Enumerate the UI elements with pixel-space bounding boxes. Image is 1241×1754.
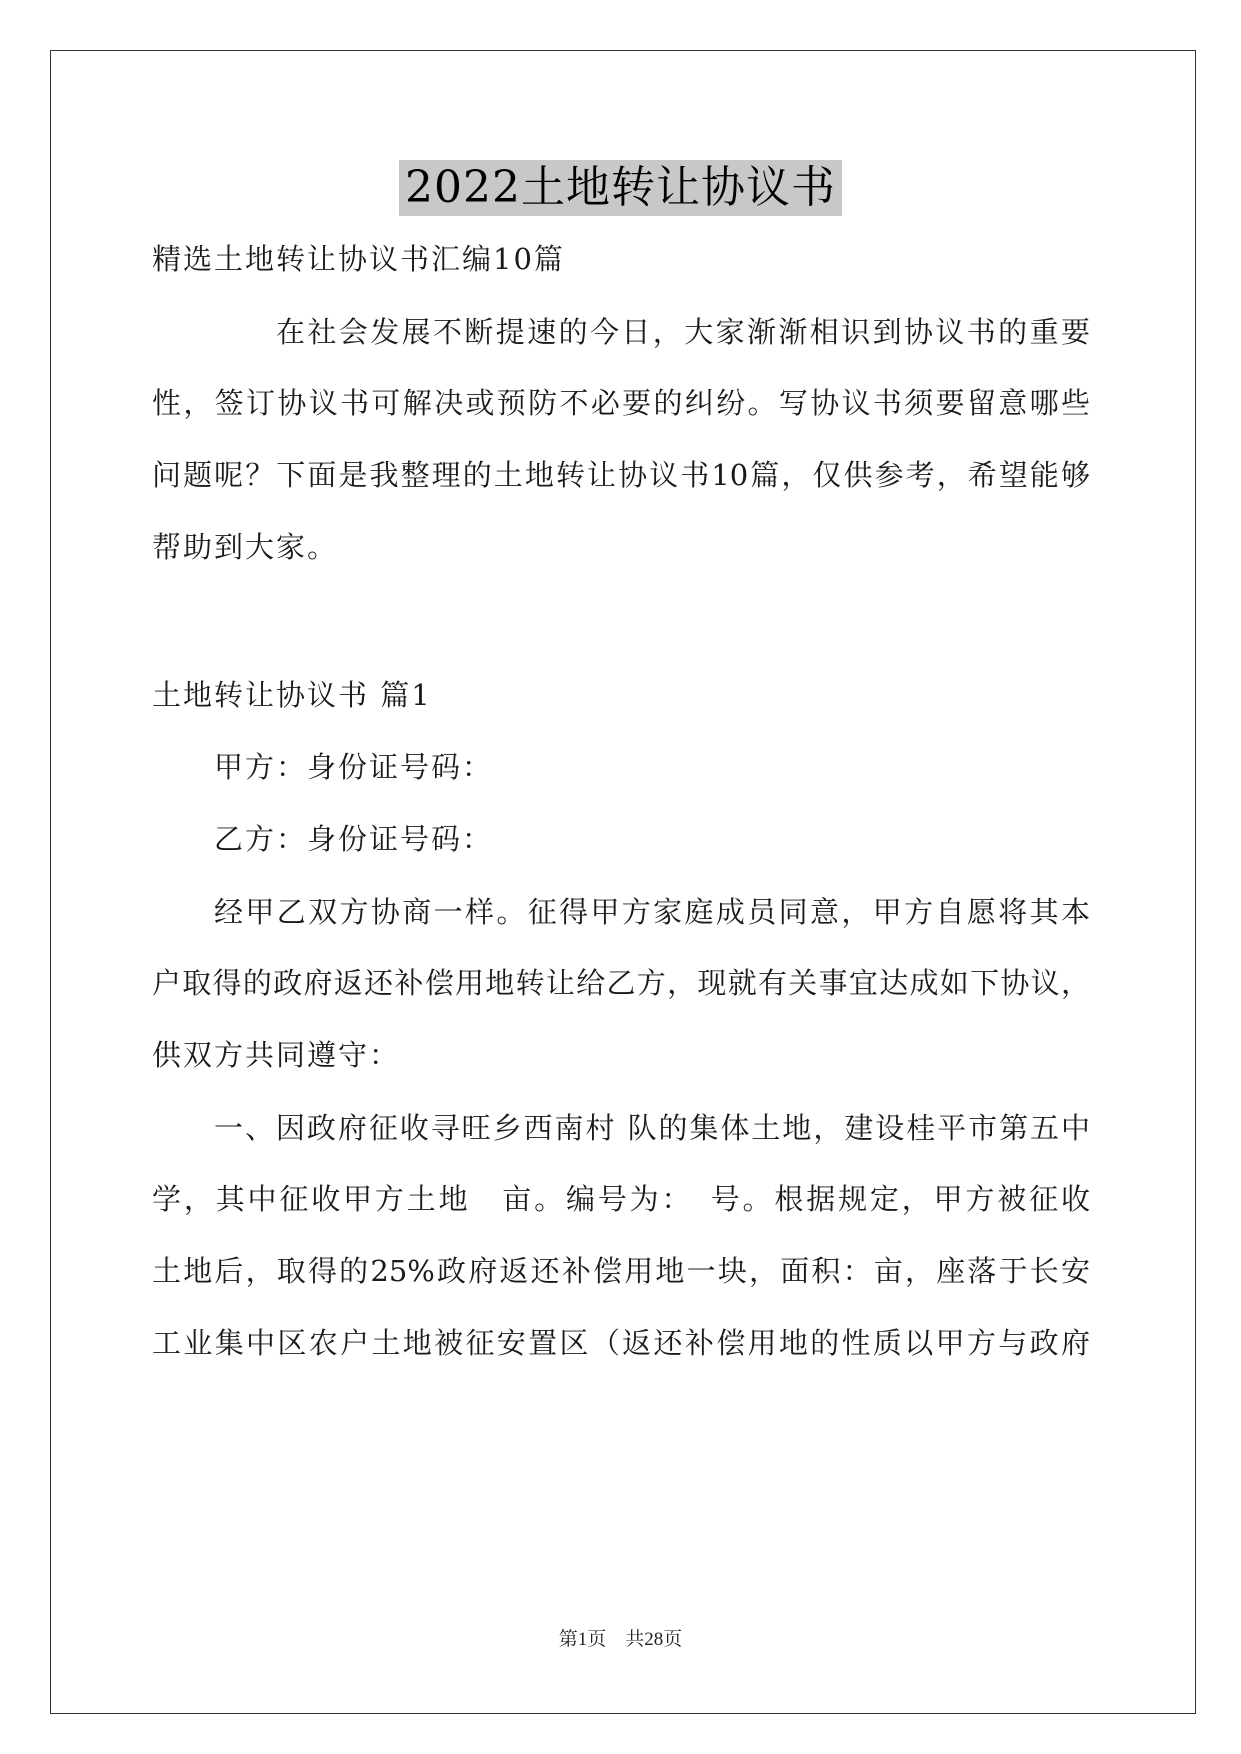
- intro-line-4: 帮助到大家。: [152, 530, 339, 564]
- para2-line-4: 工业集中区农户土地被征安置区（返还补偿用地的性质以甲方与政府: [152, 1326, 1090, 1360]
- page-border: [50, 50, 1196, 1714]
- para2-line-1: 一、因政府征收寻旺乡西南村 队的集体土地，建设桂平市第五中: [214, 1111, 1090, 1145]
- title-container: [0, 160, 1241, 216]
- para2-line-2: 学，其中征收甲方土地 亩。编号为： 号。根据规定，甲方被征收: [152, 1182, 1090, 1216]
- document-subtitle: 精选土地转让协议书汇编10篇: [152, 242, 565, 276]
- intro-line-3: 问题呢？下面是我整理的土地转让协议书10篇，仅供参考，希望能够: [152, 458, 1090, 492]
- page-number-footer: 第1页 共28页: [558, 1629, 683, 1650]
- party-b-line: 乙方：身份证号码：: [214, 822, 494, 856]
- document-title: 2022土地转让协议书: [399, 160, 842, 216]
- para1-line-3: 供双方共同遵守：: [152, 1038, 401, 1072]
- para2-line-3: 土地后，取得的25%政府返还补偿用地一块，面积：亩，座落于长安: [152, 1254, 1090, 1288]
- intro-line-2: 性，签订协议书可解决或预防不必要的纠纷。写协议书须要留意哪些: [152, 386, 1090, 420]
- para1-line-1: 经甲乙双方协商一样。征得甲方家庭成员同意，甲方自愿将其本: [214, 895, 1090, 929]
- section-heading: 土地转让协议书 篇1: [152, 678, 432, 712]
- party-a-line: 甲方：身份证号码：: [214, 750, 494, 784]
- intro-line-1: 在社会发展不断提速的今日，大家渐渐相识到协议书的重要: [276, 315, 1090, 349]
- para1-line-2: 户取得的政府返还补偿用地转让给乙方，现就有关事宜达成如下协议，: [152, 966, 1090, 1000]
